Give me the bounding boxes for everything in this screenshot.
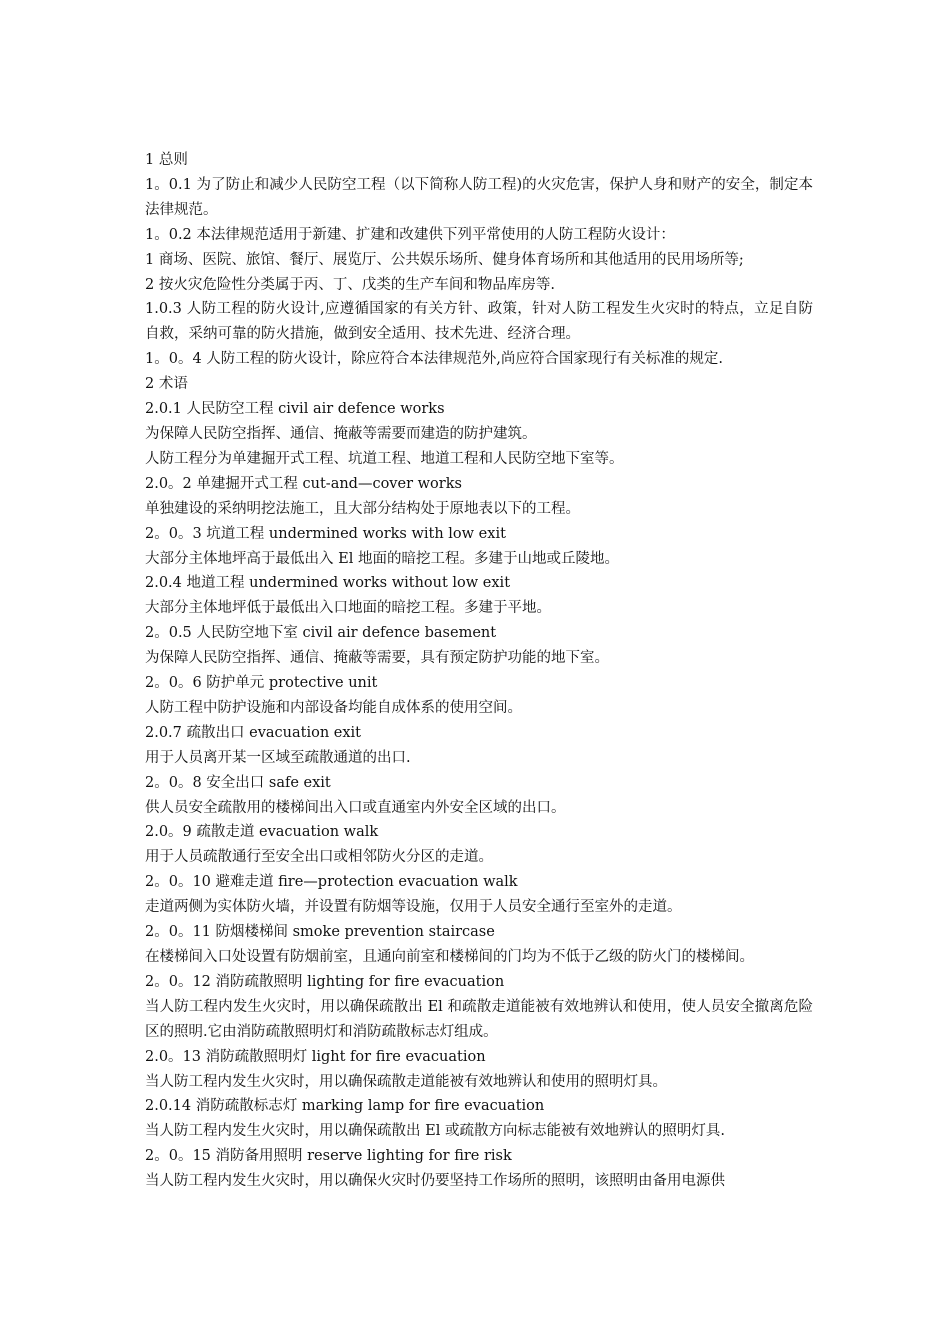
term-2-0-7: 2.0.7 疏散出口 evacuation exit <box>145 724 361 741</box>
term-2-0-4: 2.0.4 地道工程 undermined works without low exit <box>145 575 511 592</box>
term-2-0-4-definition: 大部分主体地坪低于最低出入口地面的暗挖工程。多建于平地。 <box>145 600 551 617</box>
clause-1-0-4: 1。0。4 人防工程的防火设计，除应符合本法律规范外,尚应符合国家现行有关标准的规定. <box>145 351 723 368</box>
term-2-0-8: 2。0。8 安全出口 safe exit <box>145 774 331 791</box>
term-2-0-12: 2。0。12 消防疏散照明 lighting for fire evacuation <box>145 973 505 990</box>
term-2-0-10: 2。0。10 避难走道 fire—protection evacuation walk <box>145 874 518 891</box>
term-2-0-2: 2.0。2 单建掘开式工程 cut-and—cover works <box>145 475 462 492</box>
term-2-0-1: 2.0.1 人民防空工程 civil air defence works <box>145 401 445 418</box>
term-2-0-1-definition: 为保障人民防空指挥、通信、掩蔽等需要而建造的防护建筑。 <box>145 425 537 442</box>
clause-1-0-2-item-1: 1 商场、医院、旅馆、餐厅、展览厅、公共娱乐场所、健身体育场所和其他适用的民用场所等; <box>145 251 744 268</box>
term-2-0-13: 2.0。13 消防疏散照明灯 light for fire evacuation <box>145 1048 486 1065</box>
term-2-0-6: 2。0。6 防护单元 protective unit <box>145 675 378 692</box>
heading-1-general: 1 总则 <box>145 152 188 168</box>
term-2-0-6-definition: 人防工程中防护设施和内部设备均能自成体系的使用空间。 <box>145 699 522 716</box>
term-2-0-10-definition: 走道两侧为实体防火墙，并设置有防烟等设施，仅用于人员安全通行至室外的走道。 <box>145 899 682 916</box>
term-2-0-14: 2.0.14 消防疏散标志灯 marking lamp for fire evacuation <box>145 1098 545 1115</box>
term-2-0-13-definition: 当人防工程内发生火灾时，用以确保疏散走道能被有效地辨认和使用的照明灯具。 <box>145 1073 667 1090</box>
clause-1-0-3: 1.0.3 人防工程的防火设计,应遵循国家的有关方针、政策，针对人防工程发生火灾时的特点，立足自防自救，采纳可靠的防火措施，做到安全适用、技术先进、经济合理。 <box>145 301 813 343</box>
document-body <box>145 148 813 1194</box>
term-2-0-5-definition: 为保障人民防空指挥、通信、掩蔽等需要，具有预定防护功能的地下室。 <box>145 650 609 667</box>
term-2-0-8-definition: 供人员安全疏散用的楼梯间出入口或直通室内外安全区域的出口。 <box>145 799 566 816</box>
term-2-0-15-definition: 当人防工程内发生火灾时，用以确保火灾时仍要坚持工作场所的照明，该照明由备用电源供 <box>145 1173 725 1190</box>
term-2-0-9-definition: 用于人员疏散通行至安全出口或相邻防火分区的走道。 <box>145 849 493 866</box>
term-2-0-9: 2.0。9 疏散走道 evacuation walk <box>145 824 379 841</box>
clause-1-0-2-item-2: 2 按火灾危险性分类属于丙、丁、戊类的生产车间和物品库房等. <box>145 276 555 293</box>
term-2-0-14-definition: 当人防工程内发生火灾时，用以确保疏散出 El 或疏散方向标志能被有效地辨认的照明灯具. <box>145 1123 726 1140</box>
term-2-0-3: 2。0。3 坑道工程 undermined works with low exit <box>145 525 506 542</box>
clause-1-0-2: 1。0.2 本法律规范适用于新建、扩建和改建供下列平常使用的人防工程防火设计： <box>145 226 675 243</box>
term-2-0-2-definition: 单独建设的采纳明挖法施工，且大部分结构处于原地表以下的工程。 <box>145 500 580 517</box>
term-2-0-11-definition: 在楼梯间入口处设置有防烟前室，且通向前室和楼梯间的门均为不低于乙级的防火门的楼梯间。 <box>145 949 754 965</box>
term-2-0-1-note: 人防工程分为单建掘开式工程、坑道工程、地道工程和人民防空地下室等。 <box>145 450 624 467</box>
term-2-0-12-definition: 当人防工程内发生火灾时，用以确保疏散出 El 和疏散走道能被有效地辨认和使用，使人员安全撤离危险区的照明.它由消防疏散照明灯和消防疏散标志灯组成。 <box>145 998 813 1040</box>
term-2-0-11: 2。0。11 防烟楼梯间 smoke prevention staircase <box>145 924 495 941</box>
heading-2-terms: 2 术语 <box>145 376 188 393</box>
term-2-0-7-definition: 用于人员离开某一区域至疏散通道的出口. <box>145 749 411 766</box>
clause-1-0-1: 1。0.1 为了防止和减少人民防空工程（以下简称人防工程)的火灾危害，保护人身和财产的安全，制定本法律规范。 <box>145 176 813 218</box>
term-2-0-15: 2。0。15 消防备用照明 reserve lighting for fire risk <box>145 1148 512 1165</box>
term-2-0-3-definition: 大部分主体地坪高于最低出入 El 地面的暗挖工程。多建于山地或丘陵地。 <box>145 550 619 567</box>
term-2-0-5: 2。0.5 人民防空地下室 civil air defence basement <box>145 625 497 642</box>
